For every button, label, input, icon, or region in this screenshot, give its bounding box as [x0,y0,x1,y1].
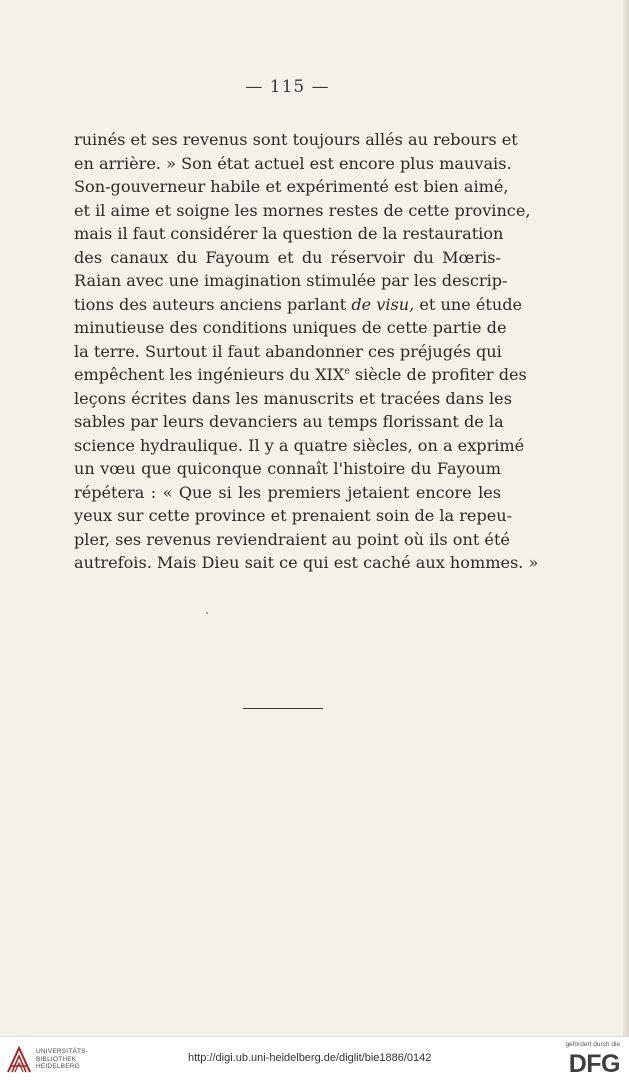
institution-line: BIBLIOTHEK [36,1055,77,1063]
text-line: leçons écrites dans les manuscrits et tracées dans les [74,388,512,408]
text-line: un vœu que quiconque connaît l'histoire du Fayoum [74,459,501,478]
text-line: yeux sur cette province et prenaient soin de la repeu- [74,506,513,525]
text-line: des canaux du Fayoum et du réservoir du Mœris- [74,247,501,267]
italic-phrase: de visu, [351,294,415,314]
university-seal-icon [6,1046,32,1074]
superscript: e [344,366,350,377]
institution-line: HEIDELBERG [36,1063,80,1070]
text-line: autrefois. Mais Dieu sait ce qui est caché aux hommes. » [74,553,539,572]
text-line: mais il faut considérer la question de la restauration [74,224,504,243]
text-line: pler, ses revenus reviendraient au point où ils ont été [74,529,510,549]
institution-name [36,1048,88,1071]
text-line [74,363,527,387]
text-line: et il aime et soigne les mornes restes de cette province, [74,200,531,220]
text-segment: siècle de profiter des [349,365,527,384]
text-line: sables par leurs devanciers au temps florissant de la [74,412,504,431]
text-segment: tions des auteurs anciens parlant [74,294,347,314]
body-paragraph [74,128,539,575]
text-line: ruinés et ses revenus sont toujours allés au rebours et [74,130,518,149]
text-segment: empêchent les ingénieurs du XIX [74,365,345,384]
text-line: en arrière. » Son état actuel est encore plus mauvais. [74,153,512,173]
text-line: répétera : « Que si les premiers jetaient encore les [74,482,501,502]
text-segment: et une étude [419,294,523,314]
text-line: Raian avec une imagination stimulée par les descrip- [74,271,508,290]
text-line [74,293,523,317]
institution-line: UNIVERSITÄTS- [36,1048,89,1055]
paper-speck [206,612,208,614]
page-edge-shadow [623,0,629,1036]
section-separator-rule [243,708,323,709]
text-line: la terre. Surtout il faut abandonner ces préjugés qui [74,341,502,361]
text-line: science hydraulique. Il y a quatre siècles, on a exprimé [74,435,525,455]
text-line: minutieuse des conditions uniques de cette partie de [74,318,507,337]
viewer-footer [0,1036,629,1083]
funding-caption: gefördert durch die [565,1041,620,1048]
permalink-url[interactable]: http://digi.ub.uni-heidelberg.de/diglit/bie1886/0142 [188,1052,432,1064]
dfg-logo: DFG [568,1050,620,1078]
text-line: Son-gouverneur habile et expérimenté est bien aimé, [74,177,509,196]
page-number: — 115 — [245,77,330,97]
